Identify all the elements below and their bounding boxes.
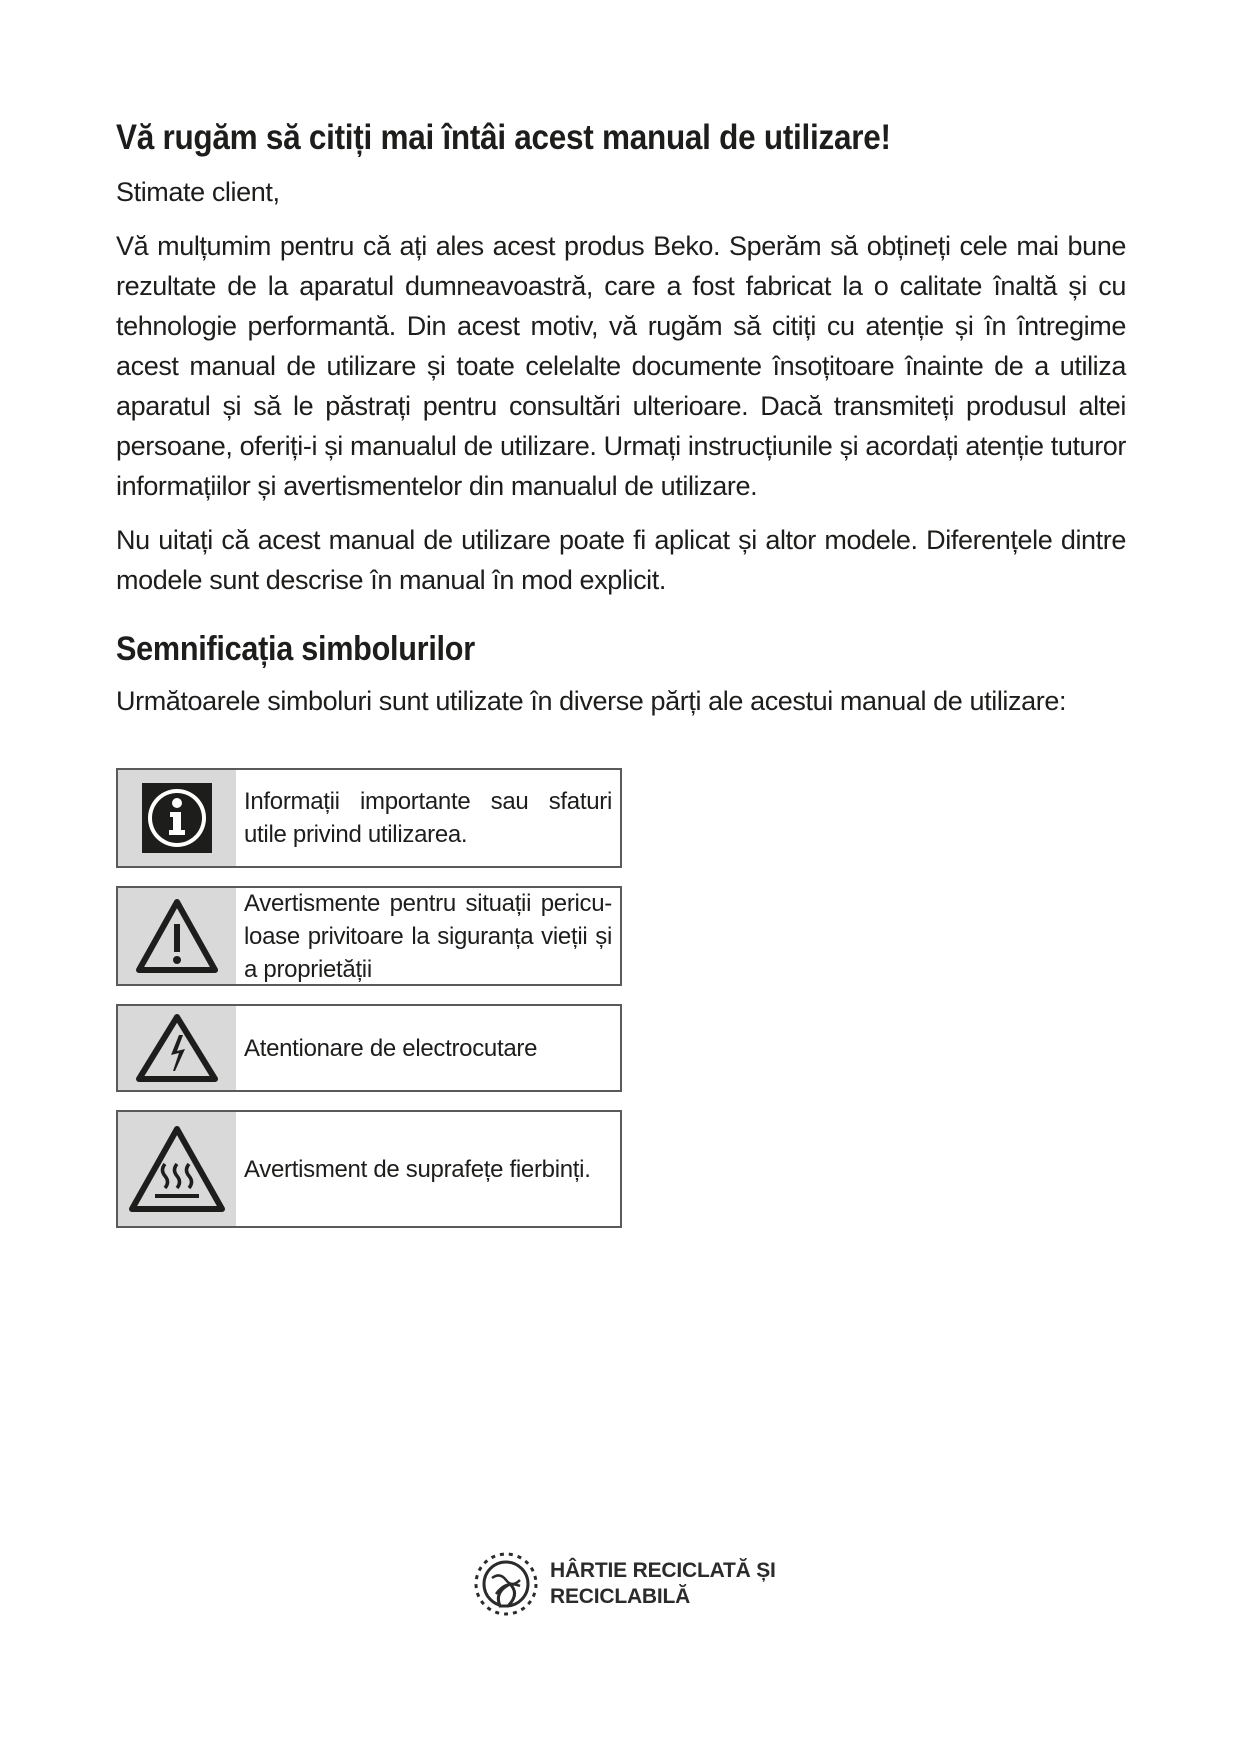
warning-icon — [118, 888, 236, 984]
page-title: Vă rugăm să citiți mai întâi acest manual de utilizare! — [116, 118, 891, 157]
symbol-hot-surface-text: Avertisment de suprafețe fierbinți. — [244, 1155, 591, 1183]
hot-surface-icon — [118, 1112, 236, 1226]
symbols-heading: Semnificația simbolurilor — [116, 630, 475, 668]
symbol-row-electric — [116, 1004, 622, 1092]
greeting-text: Stimate client, — [116, 177, 280, 207]
symbol-row-info — [116, 768, 622, 868]
manual-intro — [116, 118, 1126, 735]
models-paragraph: Nu uitați că acest manual de utilizare poate fi aplicat și altor modele. Diferențele dintre modele sunt descrise în manual în mod explicit. — [116, 525, 1126, 595]
recycled-paper-icon — [470, 1548, 542, 1620]
symbols-table — [116, 768, 622, 1246]
symbol-electric-text: Atentionare de electrocutare — [244, 1034, 538, 1062]
symbol-row-warning — [116, 886, 622, 986]
electric-shock-icon — [118, 1006, 236, 1090]
recycled-paper-logo — [470, 1548, 776, 1620]
symbol-info-text: Informații importante sau sfaturi utile privind utilizarea. — [244, 788, 612, 848]
footer-line-2: RECICLABILĂ — [550, 1585, 691, 1608]
symbols-intro: Următoarele simboluri sunt utilizate în diverse părți ale acestui manual de utilizare: — [116, 686, 1067, 716]
intro-paragraph: Vă mulțumim pentru că ați ales acest produs Beko. Sperăm să obțineți cele mai bune rezultate de la aparatul dumneavoastră, care a fost fabricat la o calitate înaltă și cu tehnologie performantă. Din acest motiv, vă rugăm să citiți cu atenție și în întregime acest manual de utilizare și toate celelalte documente însoțitoare înainte de a utiliza aparatul și să le păstrați pentru consultări ulterioare. Dacă transmiteți produsul altei persoane, oferiți-i și manualul de utilizare. Urmați instrucțiunile și acordați atenție tuturor informațiilor și avertismentelor din manualul de utilizare. — [116, 231, 1126, 501]
symbol-warning-text: Avertismente pentru situații pericu-loase privitoare la siguranța vieții și a proprietății — [244, 889, 612, 983]
info-icon — [118, 770, 236, 866]
symbol-row-hot-surface — [116, 1110, 622, 1228]
footer-line-1: HÂRTIE RECICLATĂ ȘI — [550, 1559, 776, 1582]
